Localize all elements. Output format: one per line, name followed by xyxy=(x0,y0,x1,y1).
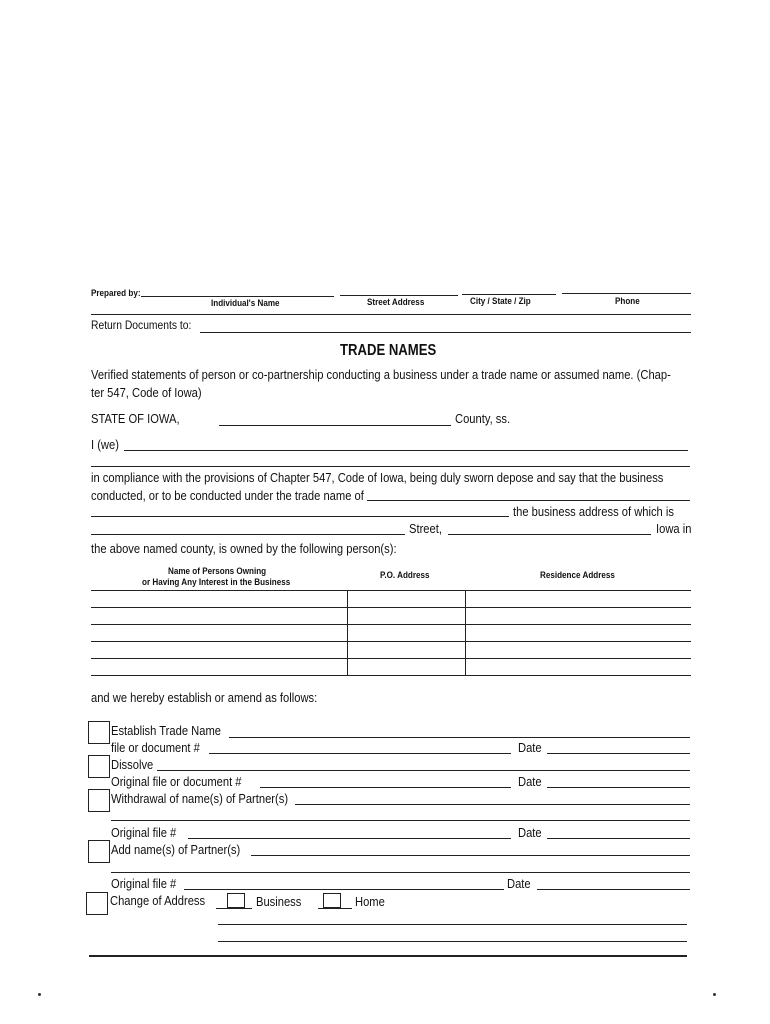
business-underline xyxy=(216,908,252,909)
table-column-divider xyxy=(465,590,466,675)
prepared-by-city-line[interactable] xyxy=(462,294,556,295)
table-row[interactable] xyxy=(91,624,691,625)
prepared-by-street-line[interactable] xyxy=(340,295,458,296)
page-title: TRADE NAMES xyxy=(340,342,437,359)
intro-text-1: Verified statements of person or co-partnership conducting a business under a trade name or assumed name. (Chap- xyxy=(91,367,671,382)
add-names-checkbox[interactable] xyxy=(88,840,110,863)
change-address-label: Change of Address xyxy=(110,893,206,908)
state-label: STATE OF IOWA, xyxy=(91,411,180,426)
individuals-name-caption: Individual's Name xyxy=(211,298,280,308)
establish-intro: and we hereby establish or amend as follows: xyxy=(91,690,318,705)
business-address-label: the business address of which is xyxy=(513,504,674,519)
home-checkbox[interactable] xyxy=(323,893,341,908)
table-col-po-address: P.O. Address xyxy=(380,570,430,580)
street-address-caption: Street Address xyxy=(367,297,425,307)
date-label-3: Date xyxy=(518,825,542,840)
table-row[interactable] xyxy=(91,590,691,591)
table-column-divider xyxy=(347,590,348,675)
prepared-by-label: Prepared by: xyxy=(91,288,141,298)
trade-name-line[interactable] xyxy=(367,500,690,501)
iowa-in-label: Iowa in xyxy=(656,521,692,536)
i-we-line-2[interactable] xyxy=(91,466,690,467)
add-names-line[interactable] xyxy=(251,855,690,856)
prepared-by-name-line[interactable] xyxy=(141,296,334,297)
dissolve-line[interactable] xyxy=(157,770,690,771)
withdrawal-label: Withdrawal of name(s) of Partner(s) xyxy=(111,791,289,806)
phone-caption: Phone xyxy=(615,296,640,306)
table-row[interactable] xyxy=(91,675,691,676)
original-file-doc-label: Original file or document # xyxy=(111,774,242,789)
compliance-text-2: conducted, or to be conducted under the trade name of xyxy=(91,488,364,503)
county-line[interactable] xyxy=(219,425,451,426)
business-checkbox[interactable] xyxy=(227,893,245,908)
compliance-text-1: in compliance with the provisions of Chapter 547, Code of Iowa, being duly sworn depose and say that the business xyxy=(91,470,664,485)
dissolve-label: Dissolve xyxy=(111,757,154,772)
trade-name-line-2[interactable] xyxy=(91,516,509,517)
table-row[interactable] xyxy=(91,607,691,608)
date-line-4[interactable] xyxy=(537,889,690,890)
business-label: Business xyxy=(256,894,302,909)
home-label: Home xyxy=(355,894,385,909)
date-label-2: Date xyxy=(518,774,542,789)
intro-text-2: ter 547, Code of Iowa) xyxy=(91,385,202,400)
establish-line[interactable] xyxy=(229,737,690,738)
add-names-line-2[interactable] xyxy=(111,872,690,873)
table-row[interactable] xyxy=(91,658,691,659)
withdrawal-line-2[interactable] xyxy=(111,820,690,821)
return-documents-line[interactable] xyxy=(200,332,691,333)
street-label: Street, xyxy=(409,521,442,536)
file-doc-line[interactable] xyxy=(209,753,511,754)
original-file-line-2[interactable] xyxy=(184,889,504,890)
change-address-line-2[interactable] xyxy=(218,941,687,942)
add-names-label: Add name(s) of Partner(s) xyxy=(111,842,241,857)
establish-checkbox[interactable] xyxy=(88,721,110,744)
bottom-rule xyxy=(89,955,687,957)
county-label: County, ss. xyxy=(455,411,511,426)
original-file-doc-line[interactable] xyxy=(260,787,511,788)
withdrawal-line[interactable] xyxy=(295,804,690,805)
date-line-2[interactable] xyxy=(547,787,690,788)
table-row[interactable] xyxy=(91,641,691,642)
file-doc-label: file or document # xyxy=(111,740,200,755)
city-state-zip-caption: City / State / Zip xyxy=(470,296,531,306)
street-line[interactable] xyxy=(91,534,405,535)
change-address-checkbox[interactable] xyxy=(86,892,108,915)
header-divider xyxy=(91,314,691,315)
date-line-3[interactable] xyxy=(547,838,690,839)
establish-label: Establish Trade Name xyxy=(111,723,221,738)
original-file-label-2: Original file # xyxy=(111,876,177,891)
date-line-1[interactable] xyxy=(547,753,690,754)
original-file-line-1[interactable] xyxy=(188,838,511,839)
city-line[interactable] xyxy=(448,534,651,535)
i-we-line[interactable] xyxy=(124,450,688,451)
prepared-by-phone-line[interactable] xyxy=(562,293,691,294)
scan-speck xyxy=(38,993,41,996)
table-col-residence-address: Residence Address xyxy=(540,570,615,580)
dissolve-checkbox[interactable] xyxy=(88,755,110,778)
table-col-name-line2: or Having Any Interest in the Business xyxy=(142,577,291,587)
scan-speck xyxy=(713,993,716,996)
home-underline xyxy=(318,908,352,909)
i-we-label: I (we) xyxy=(91,437,119,452)
date-label-4: Date xyxy=(507,876,531,891)
change-address-line-1[interactable] xyxy=(218,924,687,925)
table-col-name-line1: Name of Persons Owning xyxy=(168,566,267,576)
return-documents-label: Return Documents to: xyxy=(91,318,192,332)
withdrawal-checkbox[interactable] xyxy=(88,789,110,812)
above-named-text: the above named county, is owned by the following person(s): xyxy=(91,541,397,556)
original-file-label-1: Original file # xyxy=(111,825,177,840)
date-label-1: Date xyxy=(518,740,542,755)
